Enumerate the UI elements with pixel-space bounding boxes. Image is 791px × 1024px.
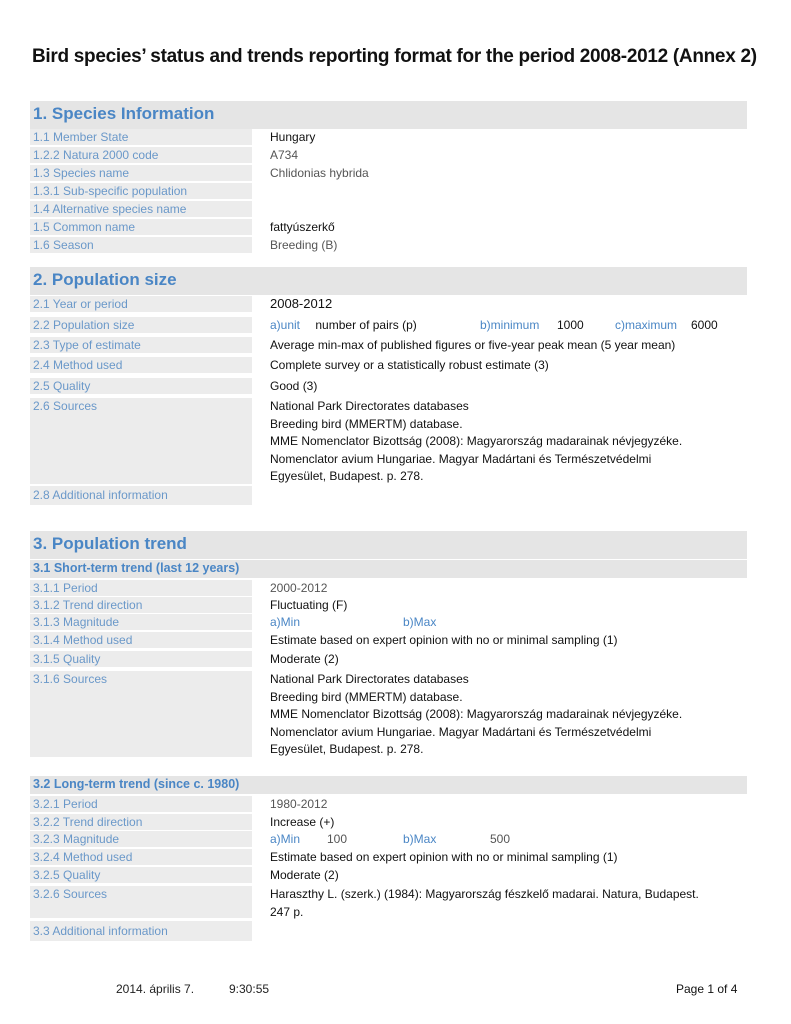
label-common-name: 1.5 Common name [30,219,252,235]
source-line: MME Nomenclator Bizottság (2008): Magyarország madarainak névjegyzéke. [270,434,683,448]
label-short-method: 3.1.4 Method used [30,632,252,648]
source-line: Nomenclator avium Hungariae. Magyar Madártani és Természetvédelmi [270,724,652,739]
label-short-magnitude: 3.1.3 Magnitude [30,614,252,630]
label-type-of-estimate: 2.3 Type of estimate [30,337,252,353]
value-sources [270,398,740,486]
label-quality: 2.5 Quality [30,378,252,394]
section-2-header [30,267,747,295]
label-long-sources-filler [30,902,252,918]
section-1-title: 1. Species Information [33,104,215,123]
value-long-quality: Moderate (2) [270,868,339,882]
source-line: Breeding bird (MMERTM) database. [270,689,463,704]
value-long-trend-direction: Increase (+) [270,815,335,829]
label-sources-filler [30,414,252,484]
label-short-quality: 3.1.5 Quality [30,651,252,667]
label-long-period: 3.2.1 Period [30,796,252,812]
minimum-label: b)minimum [480,318,540,332]
label-natura-code: 1.2.2 Natura 2000 code [30,147,252,163]
short-max-label: b)Max [403,615,437,629]
section-2-title: 2. Population size [33,270,177,289]
short-term-header [30,560,747,578]
label-species-name: 1.3 Species name [30,165,252,181]
value-short-trend-direction: Fluctuating (F) [270,598,348,612]
value-short-sources [270,671,740,759]
document-title: Bird species’ status and trends reporting format for the period 2008-2012 (Annex 2) [32,46,757,67]
source-line: Nomenclator avium Hungariae. Magyar Madártani és Természetvédelmi [270,451,652,466]
label-long-magnitude: 3.2.3 Magnitude [30,831,252,847]
value-natura-code: A734 [270,148,299,162]
source-line: 247 p. [270,904,304,919]
value-short-method: Estimate based on expert opinion with no or minimal sampling (1) [270,633,618,647]
label-trend-additional-info: 3.3 Additional information [30,921,252,941]
footer-page-number: Page 1 of 4 [676,982,738,996]
source-line: National Park Directorates databases [270,672,469,686]
source-line: MME Nomenclator Bizottság (2008): Magyarország madarainak névjegyzéke. [270,707,683,721]
value-short-quality: Moderate (2) [270,652,339,666]
source-line: Breeding bird (MMERTM) database. [270,416,463,431]
label-population-size: 2.2 Population size [30,317,252,333]
source-line: Egyesület, Budapest. p. 278. [270,469,424,483]
long-term-header [30,776,747,794]
label-sources: 2.6 Sources [30,398,252,414]
value-method-used: Complete survey or a statistically robust estimate (3) [270,358,549,372]
source-line: National Park Directorates databases [270,399,469,413]
label-season: 1.6 Season [30,237,252,253]
source-line: Egyesület, Budapest. p. 278. [270,742,424,756]
value-long-period: 1980-2012 [270,797,328,811]
label-additional-info: 2.8 Additional information [30,486,252,505]
value-year-period: 2008-2012 [270,296,333,311]
footer-date: 2014. április 7. [116,982,195,996]
value-common-name: fattyúszerkő [270,220,335,234]
label-short-period: 3.1.1 Period [30,580,252,596]
unit-label: a)unit [270,318,301,332]
value-species-name: Chlidonias hybrida [270,166,369,180]
value-member-state: Hungary [270,130,316,144]
value-long-sources [270,886,740,921]
maximum-label: c)maximum [615,318,677,332]
source-line: Haraszthy L. (szerk.) (1984): Magyarország fészkelő madarai. Natura, Budapest. [270,887,699,901]
value-long-magnitude [270,831,740,847]
label-member-state: 1.1 Member State [30,129,252,145]
maximum-value: 6000 [691,318,718,332]
section-3-title: 3. Population trend [33,534,187,553]
value-long-method: Estimate based on expert opinion with no or minimal sampling (1) [270,850,618,864]
section-1-header [30,101,747,129]
label-short-sources-filler [30,687,252,757]
long-term-title: 3.2 Long-term trend (since c. 1980) [33,777,240,791]
section-3-header [30,531,747,559]
short-min-label: a)Min [270,615,301,629]
label-method-used: 2.4 Method used [30,357,252,373]
value-short-period: 2000-2012 [270,581,328,595]
value-population-size [270,317,740,333]
value-short-magnitude [270,614,740,630]
label-long-trend-direction: 3.2.2 Trend direction [30,814,252,830]
label-year-period: 2.1 Year or period [30,296,252,312]
label-alternative-name: 1.4 Alternative species name [30,201,252,217]
long-max-label: b)Max [403,832,437,846]
long-min-value: 100 [327,832,348,846]
minimum-value: 1000 [557,318,584,332]
value-type-of-estimate: Average min-max of published figures or five-year peak mean (5 year mean) [270,338,676,352]
long-min-label: a)Min [270,832,301,846]
label-long-method: 3.2.4 Method used [30,849,252,865]
label-subspecific-population: 1.3.1 Sub-specific population [30,183,252,199]
footer-time: 9:30:55 [229,982,270,996]
label-short-trend-direction: 3.1.2 Trend direction [30,597,252,613]
short-term-title: 3.1 Short-term trend (last 12 years) [33,561,240,575]
unit-value: number of pairs (p) [315,318,417,332]
label-short-sources: 3.1.6 Sources [30,671,252,687]
label-long-quality: 3.2.5 Quality [30,867,252,883]
label-long-sources: 3.2.6 Sources [30,886,252,902]
long-max-value: 500 [490,832,511,846]
value-quality: Good (3) [270,379,318,393]
value-season: Breeding (B) [270,238,338,252]
